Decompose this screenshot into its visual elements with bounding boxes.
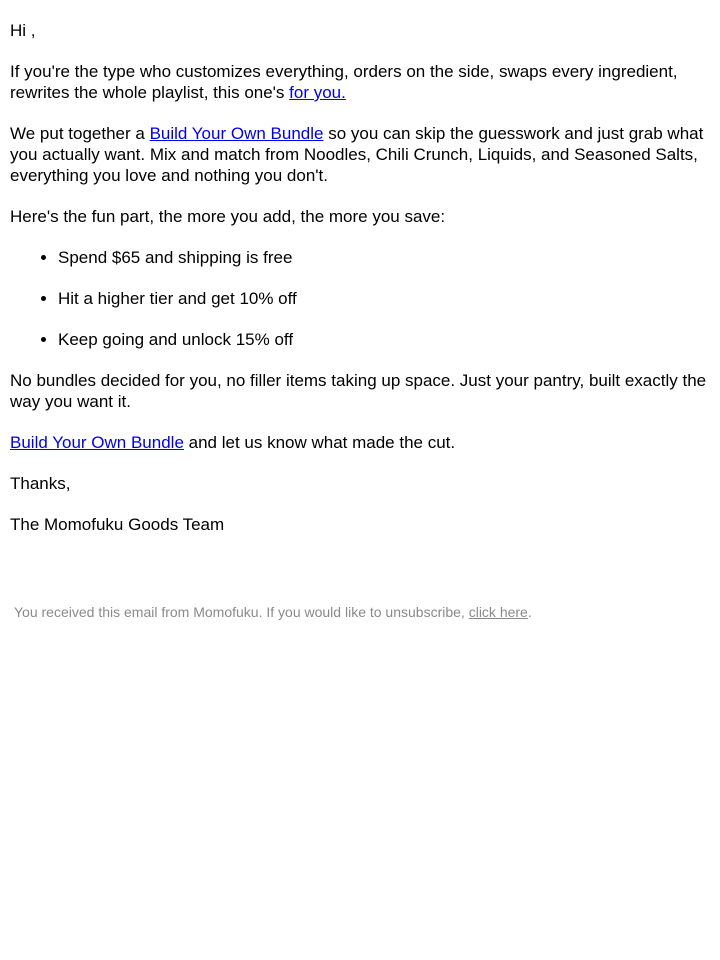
email-footer xyxy=(10,603,710,621)
list-item: • Keep going and unlock 15% off xyxy=(58,329,710,350)
intro-text: If you're the type who customizes everything, orders on the side, swaps every ingredient, rewrites the whole playlist, this one's xyxy=(10,62,678,102)
footer-text: You received this email from Momofuku. If you would like to unsubscribe, xyxy=(14,604,469,620)
bundle-paragraph xyxy=(10,123,710,186)
build-your-own-bundle-cta-link[interactable]: Build Your Own Bundle xyxy=(10,433,184,452)
intro-paragraph xyxy=(10,61,710,103)
footer-end: . xyxy=(527,604,532,620)
no-bundles-paragraph: No bundles decided for you, no filler items taking up space. Just your pantry, built exactly the way you want it. xyxy=(10,371,707,411)
signoff: Thanks, xyxy=(10,474,71,493)
cta-suffix: and let us know what made the cut. xyxy=(183,433,456,452)
build-your-own-bundle-link[interactable]: Build Your Own Bundle xyxy=(149,124,324,143)
bundle-suffix: so you can skip the guesswork and just grab what you actually want. Mix and match from Noodles, Chili Crunch, Liquids, and Seasoned Salts, everything you love and nothing you don't. xyxy=(10,124,704,185)
unsubscribe-link[interactable]: click here xyxy=(468,604,528,620)
bundle-prefix: We put together a xyxy=(10,124,150,143)
signature: The Momofuku Goods Team xyxy=(10,515,225,534)
greeting: Hi , xyxy=(10,21,36,40)
savings-tier-list xyxy=(10,247,710,350)
cta-paragraph xyxy=(10,432,710,453)
list-item: • Spend $65 and shipping is free xyxy=(58,247,710,268)
for-you-link[interactable]: for you. xyxy=(289,83,346,102)
savings-intro: Here's the fun part, the more you add, the more you save: xyxy=(10,207,446,226)
list-item: • Hit a higher tier and get 10% off xyxy=(58,288,710,309)
